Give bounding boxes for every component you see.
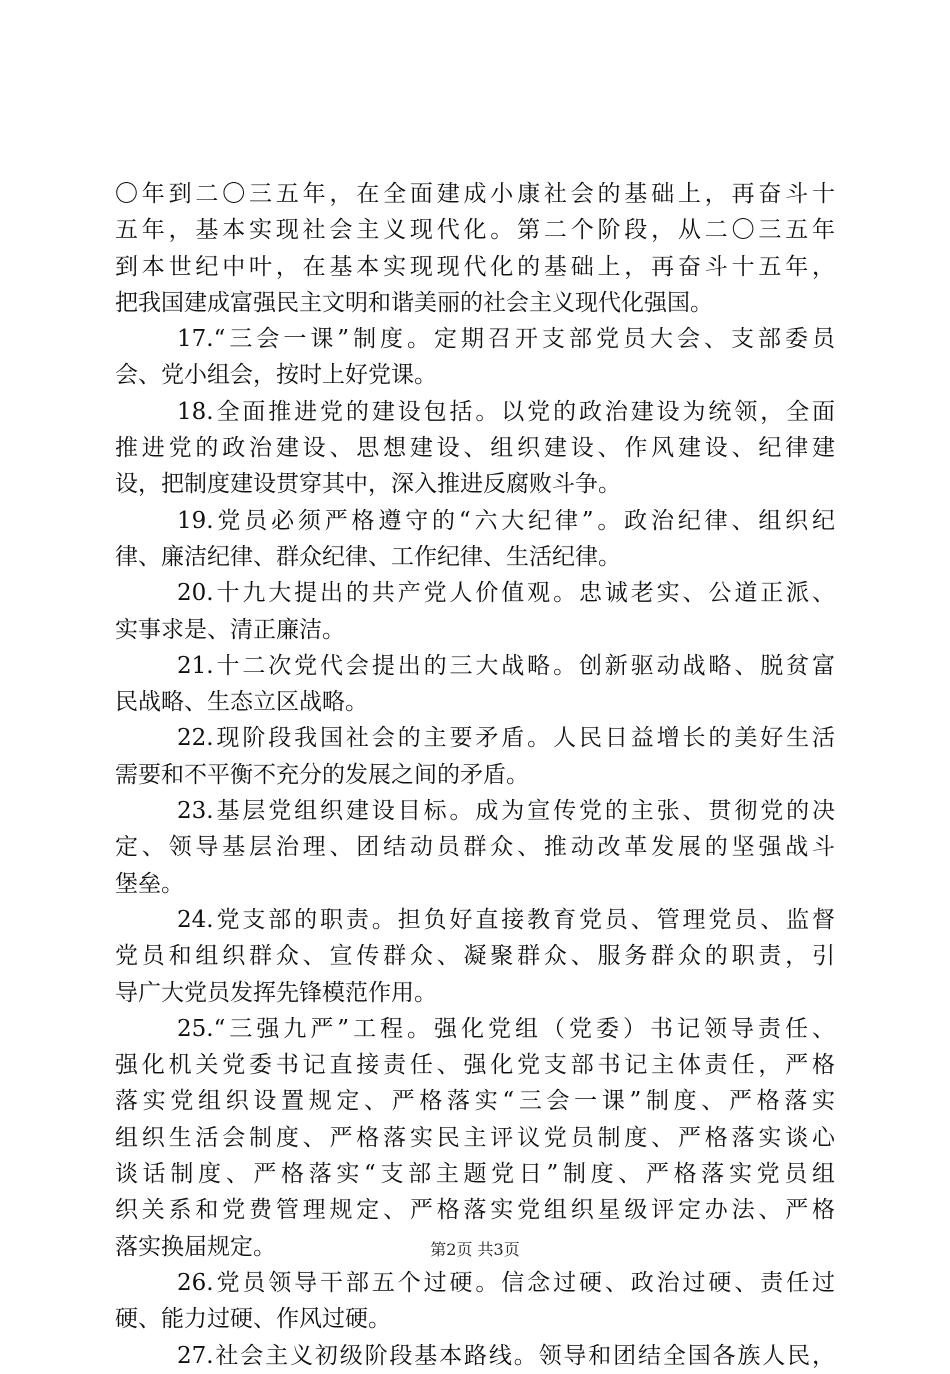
text-line: 定、领导基层治理、团结动员群众、推动改革发展的坚强战斗 [115,834,835,861]
text-line: 会、党小组会，按时上好党课。 [115,362,437,389]
text-line: 22.现阶段我国社会的主要矛盾。人民日益增长的美好生活 [177,725,835,752]
text-line: 导广大党员发挥先锋模范作用。 [115,979,437,1006]
document-body [115,176,835,1374]
text-line: 18.全面推进党的建设包括。以党的政治建设为统领，全面 [177,398,835,425]
text-line: 27.社会主义初级阶段基本路线。领导和团结全国各族人民， [177,1342,835,1369]
text-line: 硬、能力过硬、作风过硬。 [115,1306,391,1333]
text-line: 设，把制度建设贯穿其中，深入推进反腐败斗争。 [115,471,621,498]
text-line: 实事求是、清正廉洁。 [115,616,345,643]
text-line: 五年，基本实现社会主义现代化。第二个阶段，从二〇三五年 [115,217,835,244]
text-line: 织关系和党费管理规定、严格落实党组织星级评定办法、严格 [115,1197,835,1224]
text-line: 推进党的政治建设、思想建设、组织建设、作风建设、纪律建 [115,435,835,462]
text-line: 需要和不平衡不充分的发展之间的矛盾。 [115,761,529,788]
text-line: 23.基层党组织建设目标。成为宣传党的主张、贯彻党的决 [177,798,835,825]
text-line: 落实党组织设置规定、严格落实“三会一课”制度、严格落实 [115,1088,835,1115]
text-line: 堡垒。 [115,870,184,897]
text-line: 17.“三会一课”制度。定期召开支部党员大会、支部委员 [177,326,835,353]
text-line: 19.党员必须严格遵守的“六大纪律”。政治纪律、组织纪 [177,507,835,534]
text-line: 组织生活会制度、严格落实民主评议党员制度、严格落实谈心 [115,1124,835,1151]
text-line: 20.十九大提出的共产党人价值观。忠诚老实、公道正派、 [177,580,835,607]
text-line: 26.党员领导干部五个过硬。信念过硬、政治过硬、责任过 [177,1269,835,1296]
text-line: 谈话制度、严格落实“支部主题党日”制度、严格落实党员组 [115,1161,835,1188]
text-line: 民战略、生态立区战略。 [115,689,368,716]
text-line: 落实换届规定。 [115,1233,276,1260]
page-footer: 第2页 共3页 [430,1240,520,1259]
text-line: 把我国建成富强民主文明和谐美丽的社会主义现代化强国。 [115,289,713,316]
text-line: 强化机关党委书记直接责任、强化党支部书记主体责任，严格 [115,1052,835,1079]
text-line: 〇年到二〇三五年，在全面建成小康社会的基础上，再奋斗十 [115,181,835,207]
text-line: 党员和组织群众、宣传群众、凝聚群众、服务群众的职责，引 [115,943,835,970]
text-line: 律、廉洁纪律、群众纪律、工作纪律、生活纪律。 [115,543,621,570]
text-line: 25.“三强九严”工程。强化党组（党委）书记领导责任、 [177,1015,835,1042]
text-line: 21.十二次党代会提出的三大战略。创新驱动战略、脱贫富 [177,652,835,679]
text-line: 24.党支部的职责。担负好直接教育党员、管理党员、监督 [177,906,835,933]
text-line: 到本世纪中叶，在基本实现现代化的基础上，再奋斗十五年， [115,253,835,280]
